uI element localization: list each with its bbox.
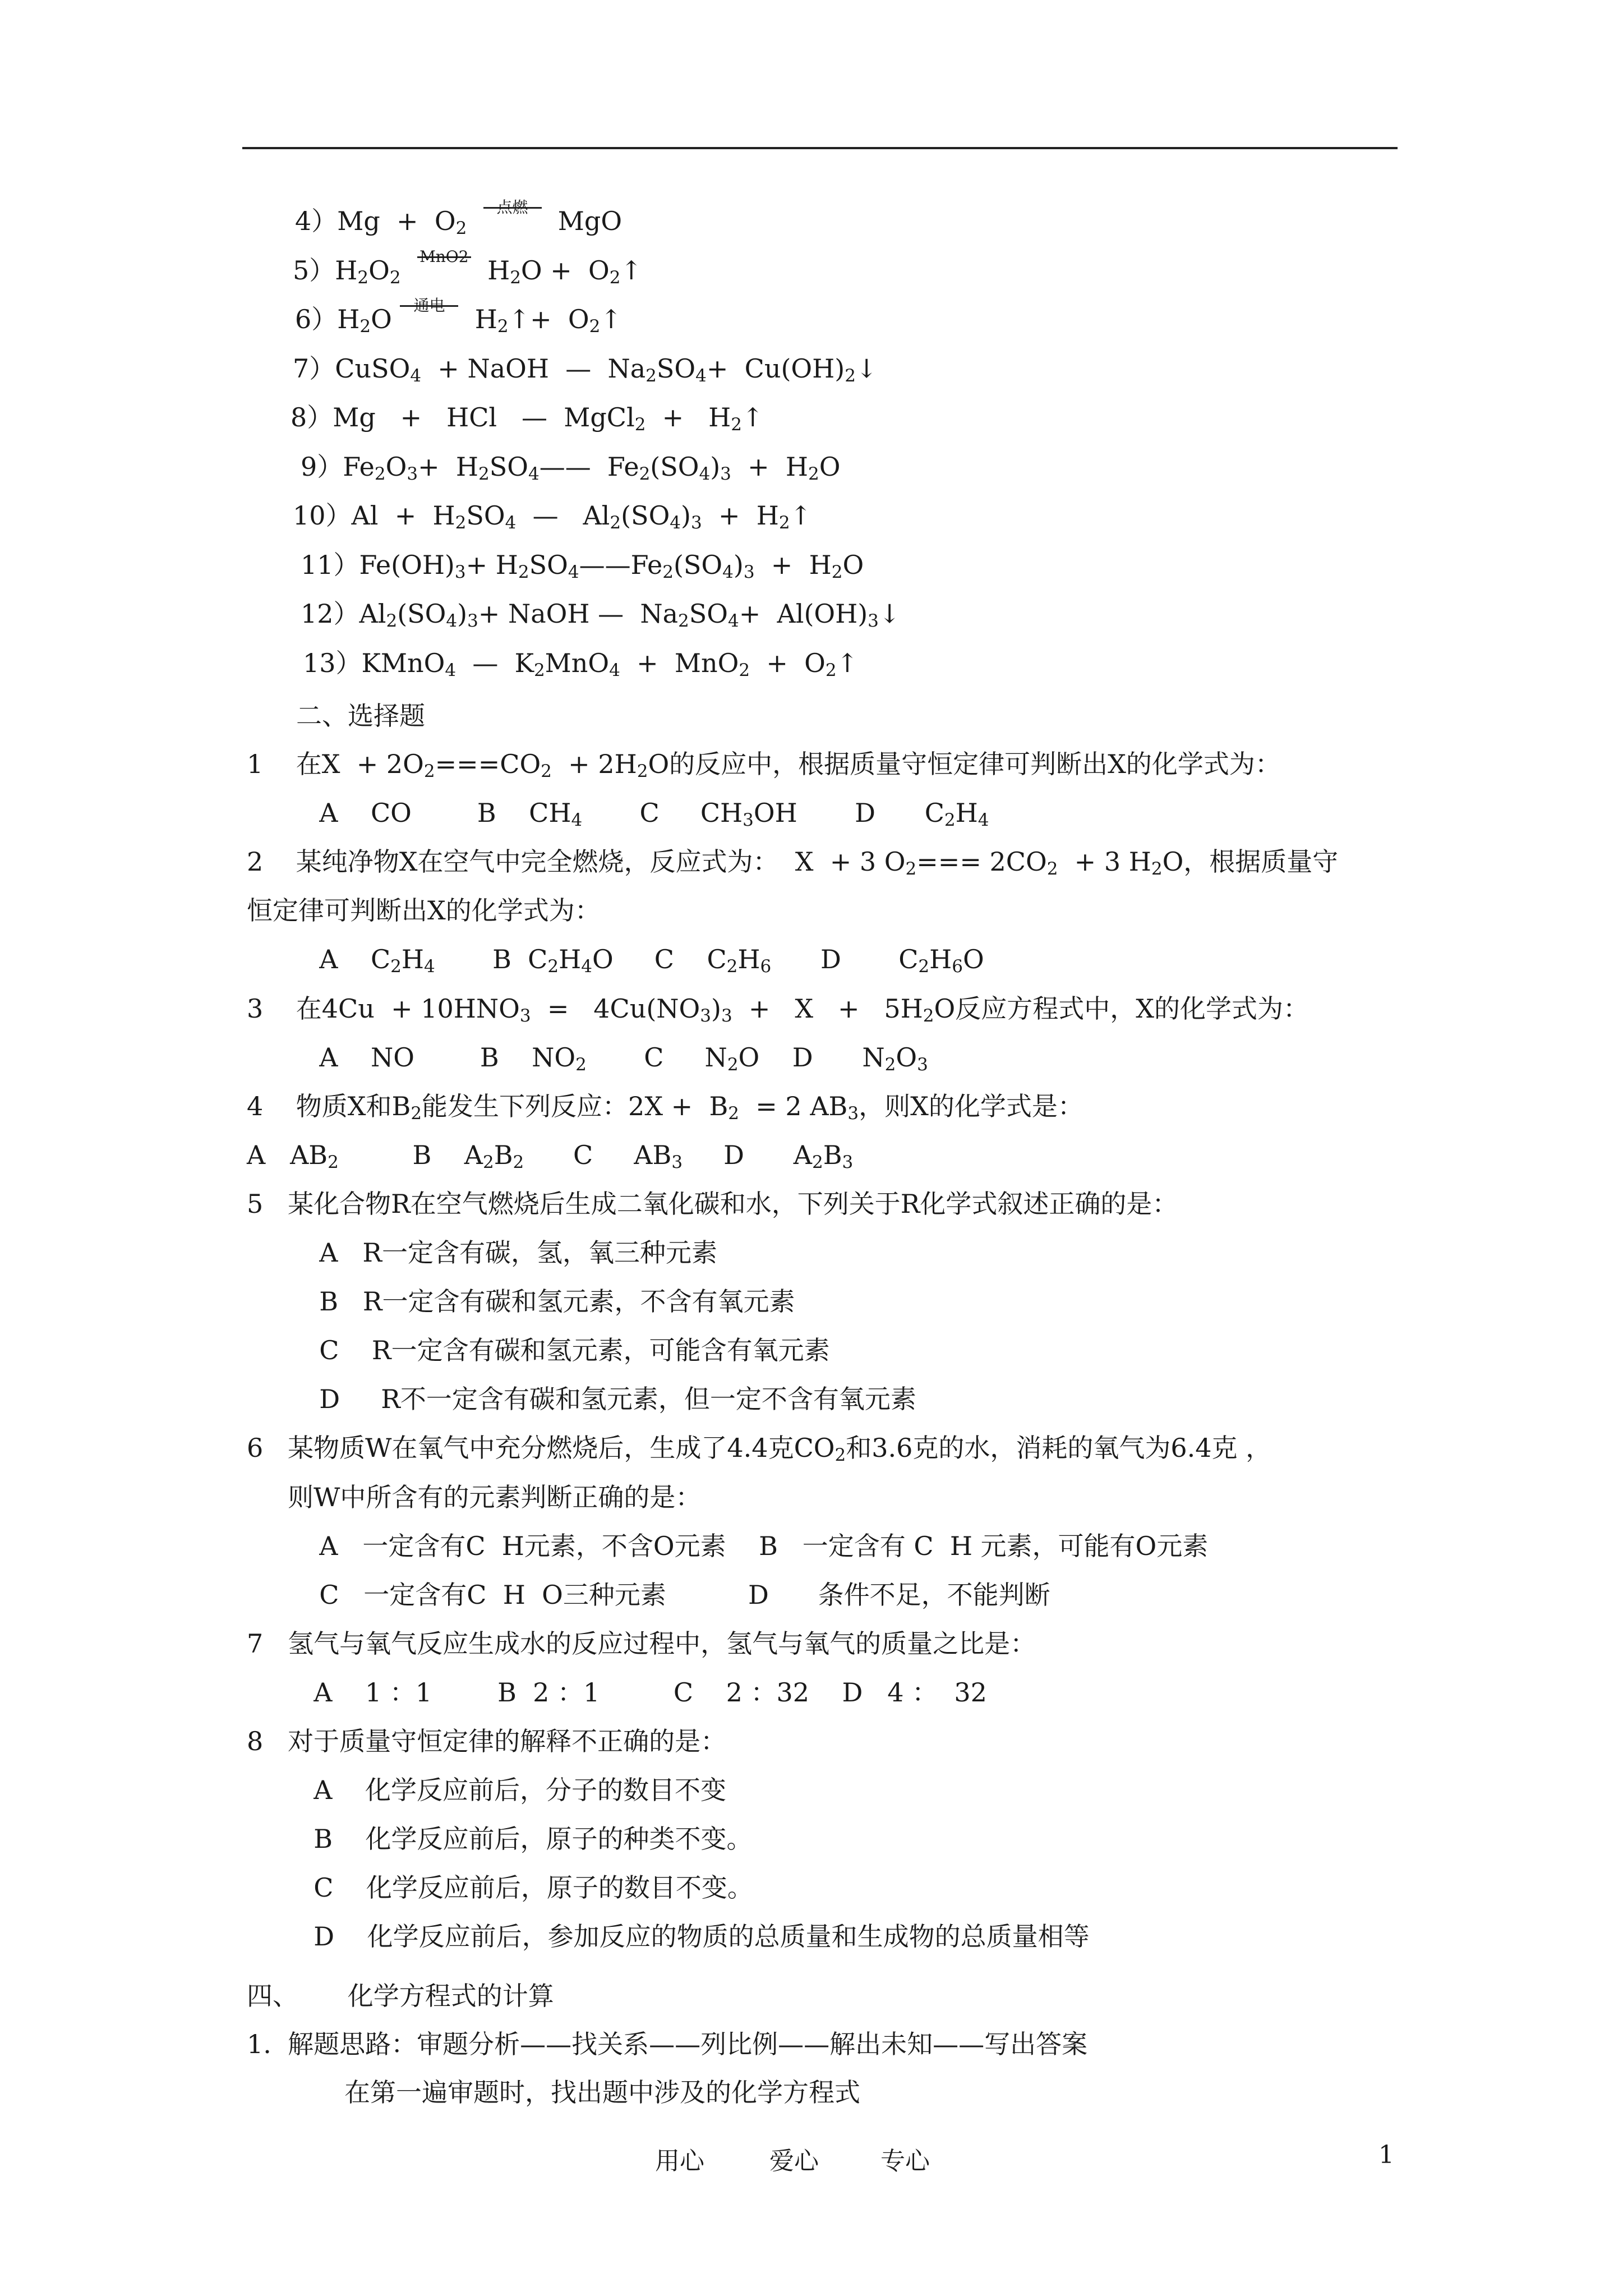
question-line bbox=[247, 1139, 853, 1171]
text-run: 7 氢气与氧气反应生成水的反应过程中，氢气与氧气的质量之比是： bbox=[247, 1628, 1036, 1659]
text-run: 1 在X + 2O bbox=[247, 749, 424, 779]
subscript: 4 bbox=[727, 611, 739, 631]
equation-line bbox=[295, 198, 623, 240]
subscript: 2 bbox=[411, 1103, 422, 1124]
equation-line bbox=[301, 451, 841, 482]
text-run: B R一定含有碳和氢元素，不含有氧元素 bbox=[303, 1286, 795, 1317]
text-run: 能发生下列反应：2X + B bbox=[422, 1091, 728, 1121]
text-run: — K bbox=[456, 648, 534, 678]
question-line bbox=[303, 944, 984, 975]
subscript: 2 bbox=[497, 316, 509, 337]
subscript: 2 bbox=[825, 660, 837, 680]
subscript: 2 bbox=[637, 761, 648, 781]
footer-word-3: 专心 bbox=[880, 2147, 930, 2175]
subscript: 4 bbox=[695, 366, 707, 386]
footer-word-2: 爱心 bbox=[769, 2147, 819, 2175]
text-run: H bbox=[559, 944, 582, 974]
subscript: 2 bbox=[610, 513, 621, 533]
section-title-choice: 二、选择题 bbox=[296, 701, 425, 731]
text-run: (SO bbox=[621, 500, 670, 531]
subscript: 2 bbox=[374, 464, 386, 484]
reaction-condition bbox=[400, 296, 458, 338]
text-run: = 2 AB bbox=[739, 1091, 848, 1121]
subscript: 2 bbox=[482, 1152, 494, 1172]
reaction-condition bbox=[417, 247, 471, 289]
text-run: O bbox=[371, 304, 400, 334]
text-run: + NaOH — Na bbox=[478, 599, 679, 629]
subscript: 2 bbox=[589, 316, 601, 337]
subscript: 2 bbox=[1151, 859, 1163, 879]
subscript: 3 bbox=[671, 1152, 683, 1172]
subscript: 2 bbox=[389, 268, 401, 288]
text-run bbox=[467, 206, 483, 236]
text-run: SO bbox=[529, 550, 568, 580]
section-title-calculation: 四、 化学方程式的计算 bbox=[247, 1981, 554, 2011]
text-run: O，根据质量守 bbox=[1162, 846, 1339, 877]
text-run: + MnO bbox=[620, 648, 739, 678]
text-run: ↑+ O bbox=[508, 304, 589, 334]
text-run: + NaOH — Na bbox=[421, 353, 646, 384]
question-line bbox=[247, 1628, 1036, 1659]
text-run: B 化学反应前后，原子的种类不变。 bbox=[297, 1824, 753, 1854]
text-run: + H bbox=[754, 550, 832, 580]
subscript: 2 bbox=[905, 859, 917, 879]
text-run: SO bbox=[689, 599, 728, 629]
text-run: H bbox=[955, 798, 978, 828]
subscript: 2 bbox=[510, 268, 521, 288]
subscript: 2 bbox=[639, 464, 651, 484]
subscript: 2 bbox=[541, 761, 552, 781]
text-run: 3 在4Cu + 10HNO bbox=[247, 993, 520, 1024]
equation-line bbox=[293, 353, 877, 384]
text-run: 8 对于质量守恒定律的解释不正确的是： bbox=[247, 1726, 727, 1756]
text-run: D C bbox=[771, 944, 919, 974]
subscript: 3 bbox=[868, 611, 879, 631]
text-run: ) bbox=[710, 452, 721, 482]
text-run: + H bbox=[465, 550, 518, 580]
text-run: O bbox=[819, 452, 841, 482]
text-run: SO bbox=[466, 500, 505, 531]
subscript: 4 bbox=[609, 660, 620, 680]
text-run: = 4Cu(NO bbox=[531, 993, 700, 1024]
subscript: 3 bbox=[454, 562, 466, 582]
text-run: H bbox=[471, 255, 510, 286]
subscript: 2 bbox=[386, 611, 398, 631]
subscript: 4 bbox=[424, 956, 435, 977]
text-run: A C bbox=[303, 944, 391, 974]
text-run: 5）H bbox=[293, 255, 358, 286]
text-run: A 1 ：1 B 2 ：1 C 2 ：32 D 4 ： 32 bbox=[297, 1677, 987, 1708]
text-run: MnO bbox=[545, 648, 610, 678]
text-run: 6）H bbox=[295, 304, 360, 334]
subscript: 2 bbox=[727, 1055, 739, 1075]
subscript: 3 bbox=[842, 1152, 854, 1172]
subscript: 6 bbox=[760, 956, 772, 977]
equation-line bbox=[301, 549, 864, 581]
text-run: C 一定含有C H O三种元素 D 条件不足，不能判断 bbox=[303, 1580, 1050, 1610]
subscript: 3 bbox=[743, 562, 755, 582]
subscript: 2 bbox=[455, 218, 467, 238]
text-run: B C bbox=[435, 944, 548, 974]
text-run bbox=[401, 255, 417, 286]
subscript: 2 bbox=[357, 268, 369, 288]
text-run: H bbox=[737, 944, 760, 974]
text-run: C CH bbox=[582, 798, 743, 828]
equation-line bbox=[291, 402, 763, 433]
question-line bbox=[303, 797, 989, 829]
page-number: 1 bbox=[1378, 2141, 1394, 2169]
question-line bbox=[297, 1921, 1090, 1952]
subscript: 2 bbox=[634, 415, 646, 435]
subscript: 2 bbox=[728, 1103, 740, 1124]
condition-label: 通电 bbox=[413, 296, 445, 315]
text-run: O C C bbox=[592, 944, 727, 974]
text-run: (SO bbox=[397, 599, 446, 629]
subscript: 2 bbox=[390, 956, 402, 977]
subscript: 2 bbox=[645, 366, 657, 386]
subscript: 6 bbox=[952, 956, 963, 977]
text-run: ——Fe bbox=[579, 550, 663, 580]
text-run: (SO bbox=[673, 550, 723, 580]
subscript: 3 bbox=[743, 810, 754, 830]
question-line bbox=[247, 1188, 1178, 1220]
subscript: 4 bbox=[528, 464, 540, 484]
subscript: 4 bbox=[410, 366, 422, 386]
subscript: 4 bbox=[978, 810, 989, 830]
subscript: 4 bbox=[568, 562, 579, 582]
text-run: C 化学反应前后，原子的数目不变。 bbox=[297, 1872, 753, 1903]
subscript: 2 bbox=[808, 464, 819, 484]
question-line bbox=[297, 1823, 753, 1855]
subscript: 3 bbox=[690, 513, 702, 533]
question-line bbox=[297, 1677, 987, 1708]
question-line bbox=[303, 1286, 795, 1317]
text-run: === 2CO bbox=[916, 846, 1047, 877]
subscript: 4 bbox=[699, 464, 711, 484]
text-run: O D N bbox=[738, 1042, 885, 1073]
subscript: 4 bbox=[505, 513, 517, 533]
text-run: SO bbox=[489, 452, 528, 482]
text-run: 恒定律可判断出X的化学式为： bbox=[247, 895, 601, 926]
text-run: ) bbox=[733, 550, 744, 580]
text-run: A 化学反应前后，分子的数目不变 bbox=[297, 1775, 726, 1805]
subscript: 2 bbox=[533, 660, 545, 680]
question-line bbox=[247, 1432, 1271, 1464]
subscript: 3 bbox=[847, 1103, 859, 1124]
subscript: 3 bbox=[721, 1006, 732, 1026]
footer-word-1: 用心 bbox=[655, 2147, 704, 2175]
subscript: 3 bbox=[407, 464, 418, 484]
text-run: ↑ bbox=[836, 648, 859, 678]
text-run: A NO B NO bbox=[303, 1042, 576, 1073]
text-run: H bbox=[458, 304, 497, 334]
condition-label: 点燃 bbox=[496, 198, 528, 217]
subscript: 2 bbox=[812, 1152, 823, 1172]
question-line bbox=[303, 1530, 1208, 1562]
subscript: 2 bbox=[831, 562, 843, 582]
question-line bbox=[303, 1042, 928, 1073]
text-run: 则W中所含有的元素判断正确的是： bbox=[247, 1482, 702, 1512]
subscript: 2 bbox=[513, 1152, 524, 1172]
text-run: B bbox=[823, 1140, 842, 1170]
text-run: D A bbox=[683, 1140, 812, 1170]
subscript: 2 bbox=[731, 415, 742, 435]
subscript: 2 bbox=[423, 761, 435, 781]
subscript: 3 bbox=[917, 1055, 928, 1075]
text-run: ↑ bbox=[790, 500, 812, 531]
text-run: — Al bbox=[516, 500, 610, 531]
question-line bbox=[247, 1091, 1083, 1122]
question-line bbox=[303, 1383, 916, 1415]
subscript: 2 bbox=[662, 562, 674, 582]
text-run: D 化学反应前后，参加反应的物质的总质量和生成物的总质量相等 bbox=[297, 1921, 1090, 1952]
subscript: 4 bbox=[722, 562, 734, 582]
text-run: ) bbox=[711, 993, 721, 1024]
subscript: 4 bbox=[445, 660, 457, 680]
text-run: C N bbox=[586, 1042, 727, 1073]
text-run: ↑ bbox=[620, 255, 643, 286]
text-run: A CO B CH bbox=[303, 798, 571, 828]
subscript: 2 bbox=[518, 562, 529, 582]
text-run: + H bbox=[702, 500, 779, 531]
subscript: 3 bbox=[467, 611, 478, 631]
text-run: ，则X的化学式是： bbox=[859, 1091, 1083, 1121]
text-run: 4 物质X和B bbox=[247, 1091, 411, 1121]
subscript: 2 bbox=[923, 1006, 934, 1026]
subscript: 2 bbox=[547, 956, 559, 977]
text-run: 9）Fe bbox=[301, 452, 375, 482]
text-run: D R不一定含有碳和氢元素，但一定不含有氧元素 bbox=[303, 1384, 916, 1414]
subscript: 2 bbox=[328, 1152, 339, 1172]
text-run: ) bbox=[681, 500, 691, 531]
text-run: + Al(OH) bbox=[739, 599, 868, 629]
text-run: ↓ bbox=[878, 599, 901, 629]
text-run: + 2H bbox=[551, 749, 637, 779]
text-run: 2 某纯净物X在空气中完全燃烧，反应式为： X + 3 O bbox=[247, 846, 906, 877]
question-line bbox=[247, 993, 1309, 1024]
text-run: O bbox=[385, 452, 407, 482]
subscript: 2 bbox=[478, 464, 490, 484]
text-run: A 一定含有C H元素，不含O元素 B 一定含有 C H 元素，可能有O元素 bbox=[303, 1531, 1209, 1561]
question-line bbox=[297, 1872, 753, 1903]
solution-note: 在第一遍审题时，找出题中涉及的化学方程式 bbox=[344, 2077, 860, 2108]
equation-line bbox=[293, 247, 643, 289]
text-run: B A bbox=[338, 1140, 483, 1170]
text-run: 10）Al + H bbox=[293, 500, 455, 531]
reaction-condition bbox=[483, 198, 542, 240]
text-run: + Cu(OH) bbox=[706, 353, 845, 384]
subscript: 2 bbox=[359, 316, 371, 337]
question-line bbox=[247, 846, 1338, 877]
question-line bbox=[247, 895, 601, 926]
text-run: 4）Mg + O bbox=[295, 206, 456, 236]
condition-label: MnO2 bbox=[419, 247, 469, 266]
text-run: C R一定含有碳和氢元素，可能含有氧元素 bbox=[303, 1335, 830, 1365]
header-rule bbox=[242, 147, 1398, 149]
subscript: 4 bbox=[670, 513, 681, 533]
text-run: + H bbox=[645, 402, 731, 432]
subscript: 3 bbox=[720, 464, 731, 484]
equation-line bbox=[295, 296, 622, 338]
subscript: 2 bbox=[944, 810, 956, 830]
text-run: H bbox=[929, 944, 952, 974]
text-run: MgO bbox=[541, 206, 623, 236]
text-run: ↑ bbox=[600, 304, 622, 334]
subscript: 2 bbox=[918, 956, 930, 977]
subscript: 2 bbox=[678, 611, 689, 631]
question-line bbox=[247, 1726, 726, 1757]
text-run: —— Fe bbox=[539, 452, 639, 482]
text-run: ↑ bbox=[741, 402, 764, 432]
text-run: ===CO bbox=[435, 749, 541, 779]
subscript: 3 bbox=[700, 1006, 711, 1026]
text-run: 11）Fe(OH) bbox=[301, 550, 455, 580]
text-run: A AB bbox=[247, 1140, 328, 1170]
text-run: (SO bbox=[650, 452, 699, 482]
text-run: O bbox=[963, 944, 984, 974]
text-run: O bbox=[368, 255, 390, 286]
text-run: ) bbox=[457, 599, 468, 629]
text-run: O bbox=[842, 550, 864, 580]
text-run: H bbox=[401, 944, 425, 974]
question-line bbox=[297, 1774, 726, 1806]
equation-line bbox=[293, 500, 811, 531]
text-run: 8）Mg + HCl — MgCl bbox=[291, 402, 635, 432]
subscript: 2 bbox=[455, 513, 467, 533]
text-run: + O bbox=[750, 648, 826, 678]
text-run: OH D C bbox=[753, 798, 944, 828]
question-line bbox=[247, 748, 1281, 780]
text-run: + X + 5H bbox=[732, 993, 923, 1024]
subscript: 2 bbox=[884, 1055, 896, 1075]
text-run: 7）CuSO bbox=[293, 353, 411, 384]
text-run: O反应方程式中，X的化学式为： bbox=[934, 993, 1309, 1024]
text-run: O bbox=[896, 1042, 917, 1073]
text-run: B bbox=[494, 1140, 513, 1170]
subscript: 2 bbox=[1046, 859, 1058, 879]
question-line bbox=[303, 1579, 1050, 1611]
subscript: 2 bbox=[739, 660, 750, 680]
equation-line bbox=[303, 647, 858, 679]
text-run: A R一定含有碳，氢，氧三种元素 bbox=[303, 1237, 717, 1268]
subscript: 2 bbox=[778, 513, 790, 533]
text-run: 和3.6克的水，消耗的氧气为6.4克 ， bbox=[846, 1433, 1272, 1463]
question-line bbox=[303, 1335, 830, 1366]
equation-line bbox=[301, 598, 900, 629]
solution-steps: 1. 解题思路：审题分析——找关系——列比例——解出未知——写出答案 bbox=[247, 2029, 1088, 2059]
subscript: 2 bbox=[834, 1445, 846, 1465]
text-run: O + O bbox=[520, 255, 610, 286]
subscript: 3 bbox=[519, 1006, 531, 1026]
text-run: SO bbox=[656, 353, 696, 384]
subscript: 2 bbox=[575, 1055, 587, 1075]
text-run: + H bbox=[731, 452, 809, 482]
text-run: + 3 H bbox=[1058, 846, 1151, 877]
subscript: 2 bbox=[845, 366, 856, 386]
text-run: 12）Al bbox=[301, 599, 386, 629]
subscript: 4 bbox=[571, 810, 583, 830]
question-line bbox=[303, 1237, 717, 1268]
subscript: 2 bbox=[609, 268, 621, 288]
subscript: 4 bbox=[581, 956, 592, 977]
question-line bbox=[247, 1481, 701, 1513]
text-run: 6 某物质W在氧气中充分燃烧后，生成了4.4克CO bbox=[247, 1433, 835, 1463]
text-run: C AB bbox=[524, 1140, 672, 1170]
text-run: ↓ bbox=[855, 353, 878, 384]
subscript: 4 bbox=[446, 611, 458, 631]
text-run: 5 某化合物R在空气燃烧后生成二氧化碳和水，下列关于R化学式叙述正确的是： bbox=[247, 1189, 1178, 1219]
text-run: 13）KMnO bbox=[303, 648, 445, 678]
text-run: O的反应中，根据质量守恒定律可判断出X的化学式为： bbox=[648, 749, 1281, 779]
text-run: + H bbox=[418, 452, 478, 482]
subscript: 2 bbox=[726, 956, 738, 977]
